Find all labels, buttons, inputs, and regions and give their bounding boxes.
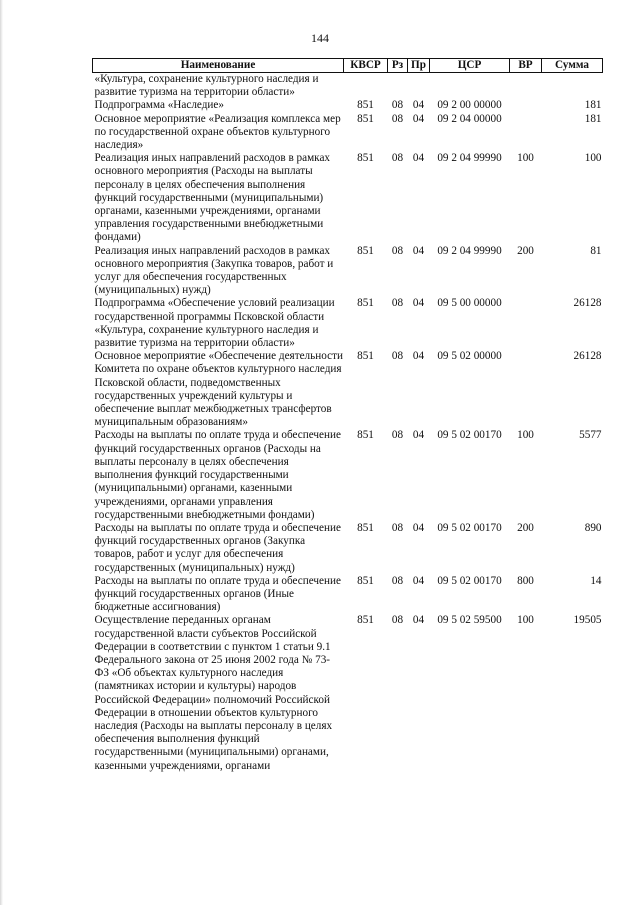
row-rz: 08 bbox=[391, 99, 404, 112]
row-rz: 08 bbox=[391, 297, 404, 310]
row-pr: 04 bbox=[412, 429, 425, 442]
row-sum bbox=[542, 73, 603, 100]
table-row bbox=[93, 245, 603, 298]
header-vr: ВР bbox=[510, 59, 542, 73]
row-name: Осуществление переданных органам государственной власти субъектов Российской Федерации в соответствии с пунктом 1 статьи 9.1 Федерального закона от 25 июня 2002 года № 73-ФЗ «Об объектах культурного наследия (памятниках истории и культуры) народов Российской Федерации» полномочий Российской Федерации в отношении объектов культурного наследия (Расходы на выплаты персоналу в целях обеспечения выполнения функций государственными (муниципальными) органами, казенными учреждениями, органами bbox=[94, 614, 333, 772]
row-kvsr bbox=[344, 73, 388, 100]
row-rz: 08 bbox=[391, 521, 404, 534]
row-sum: 5577 bbox=[579, 429, 602, 442]
table-row bbox=[93, 152, 603, 244]
row-rz: 08 bbox=[391, 112, 404, 125]
row-vr bbox=[510, 73, 542, 100]
row-csr: 09 5 02 00000 bbox=[437, 350, 502, 363]
header-name: Наименование bbox=[93, 59, 344, 73]
row-pr: 04 bbox=[412, 574, 425, 587]
row-kvsr: 851 bbox=[357, 350, 374, 363]
row-kvsr: 851 bbox=[357, 99, 374, 112]
scan-edge bbox=[0, 0, 3, 905]
row-kvsr: 851 bbox=[357, 521, 374, 534]
row-name: Реализация иных направлений расходов в рамках основного мероприятия (Расходы на выплаты персоналу в целях обеспечения выполнения функций государственными (муниципальными) органами, казенными учреждениями, органами управления государственными внебюджетными фондами) bbox=[94, 152, 331, 244]
row-kvsr: 851 bbox=[357, 112, 374, 125]
header-sum: Сумма bbox=[542, 59, 603, 73]
row-pr: 04 bbox=[412, 350, 425, 363]
row-pr: 04 bbox=[412, 152, 425, 165]
header-rz: Рз bbox=[388, 59, 408, 73]
row-csr: 09 5 02 59500 bbox=[437, 614, 502, 627]
row-sum: 181 bbox=[584, 112, 602, 125]
budget-table bbox=[92, 58, 603, 773]
table-row bbox=[93, 575, 603, 615]
row-kvsr: 851 bbox=[357, 614, 374, 627]
row-vr: 200 bbox=[517, 244, 534, 257]
row-vr bbox=[510, 350, 542, 429]
row-rz: 08 bbox=[391, 614, 404, 627]
row-rz: 08 bbox=[391, 429, 404, 442]
row-kvsr: 851 bbox=[357, 297, 374, 310]
row-vr: 100 bbox=[517, 152, 534, 165]
row-vr: 100 bbox=[517, 429, 534, 442]
table-row bbox=[93, 614, 603, 772]
row-name: Подпрограмма «Обеспечение условий реализации государственной программы Псковской области «Культура, сохранение культурного наследия и развитие туризма на территории области» bbox=[94, 297, 335, 350]
row-csr: 09 5 02 00170 bbox=[437, 429, 502, 442]
header-kvsr: КВСР bbox=[344, 59, 388, 73]
row-sum: 181 bbox=[584, 99, 602, 112]
row-csr: 09 5 00 00000 bbox=[437, 297, 502, 310]
table-row bbox=[93, 113, 603, 153]
row-sum: 81 bbox=[590, 244, 602, 257]
row-vr: 800 bbox=[517, 574, 534, 587]
row-sum: 26128 bbox=[573, 350, 602, 363]
header-csr: ЦСР bbox=[430, 59, 510, 73]
row-rz: 08 bbox=[391, 350, 404, 363]
row-name: Подпрограмма «Наследие» bbox=[94, 99, 224, 112]
row-kvsr: 851 bbox=[357, 244, 374, 257]
row-csr: 09 2 04 00000 bbox=[437, 112, 502, 125]
row-pr: 04 bbox=[412, 521, 425, 534]
table-row bbox=[93, 73, 603, 100]
row-sum: 26128 bbox=[573, 297, 602, 310]
row-pr: 04 bbox=[412, 297, 425, 310]
row-csr: 09 2 00 00000 bbox=[437, 99, 502, 112]
table-row bbox=[93, 99, 603, 112]
row-csr: 09 5 02 00170 bbox=[437, 521, 502, 534]
row-name: Реализация иных направлений расходов в рамках основного мероприятия (Закупка товаров, работ и услуг для обеспечения государственных (муниципальных) нужд) bbox=[94, 244, 334, 297]
row-name: Расходы на выплаты по оплате труда и обеспечение функций государственных органов (Расходы на выплаты персоналу в целях обеспечения выполнения функций государственными (муниципальными) органами, казенными учреждениями, органами управления государственными внебюджетными фондами) bbox=[94, 429, 341, 521]
row-csr bbox=[430, 73, 510, 100]
row-vr: 200 bbox=[517, 521, 534, 534]
row-rz: 08 bbox=[391, 574, 404, 587]
row-pr: 04 bbox=[412, 99, 425, 112]
row-pr: 04 bbox=[412, 112, 425, 125]
row-csr: 09 2 04 99990 bbox=[437, 244, 502, 257]
row-vr bbox=[510, 113, 542, 153]
row-rz: 08 bbox=[391, 244, 404, 257]
row-name: Основное мероприятие «Обеспечение деятельности Комитета по охране объектов культурного наследия Псковской области, подведомственных государственных учреждений культуры и обеспечение выплат межбюджетных трансфертов муниципальным образованиям» bbox=[94, 350, 343, 429]
row-kvsr: 851 bbox=[357, 152, 374, 165]
header-pr: Пр bbox=[408, 59, 430, 73]
row-csr: 09 2 04 99990 bbox=[437, 152, 502, 165]
row-pr: 04 bbox=[412, 614, 425, 627]
row-name: «Культура, сохранение культурного наследия и развитие туризма на территории области» bbox=[94, 73, 319, 99]
row-sum: 890 bbox=[584, 521, 602, 534]
row-vr bbox=[510, 99, 542, 112]
table-header-row bbox=[93, 59, 603, 73]
row-vr bbox=[510, 297, 542, 350]
row-pr: 04 bbox=[412, 244, 425, 257]
table-row bbox=[93, 350, 603, 429]
row-sum: 14 bbox=[590, 574, 602, 587]
row-rz bbox=[388, 73, 408, 100]
row-csr: 09 5 02 00170 bbox=[437, 574, 502, 587]
row-pr bbox=[408, 73, 430, 100]
table-row bbox=[93, 429, 603, 521]
table-row bbox=[93, 297, 603, 350]
page-number: 144 bbox=[311, 31, 329, 45]
row-kvsr: 851 bbox=[357, 574, 374, 587]
row-name: Расходы на выплаты по оплате труда и обеспечение функций государственных органов (Закупка товаров, работ и услуг для обеспечения государственных (муниципальных) нужд) bbox=[94, 521, 341, 574]
row-sum: 100 bbox=[584, 152, 602, 165]
row-name: Расходы на выплаты по оплате труда и обеспечение функций государственных органов (Иные бюджетные ассигнования) bbox=[94, 574, 341, 614]
row-sum: 19505 bbox=[573, 614, 602, 627]
row-rz: 08 bbox=[391, 152, 404, 165]
row-kvsr: 851 bbox=[357, 429, 374, 442]
row-name: Основное мероприятие «Реализация комплекса мер по государственной охране объектов культурного наследия» bbox=[94, 112, 341, 152]
row-vr: 100 bbox=[517, 614, 534, 627]
table-row bbox=[93, 522, 603, 575]
